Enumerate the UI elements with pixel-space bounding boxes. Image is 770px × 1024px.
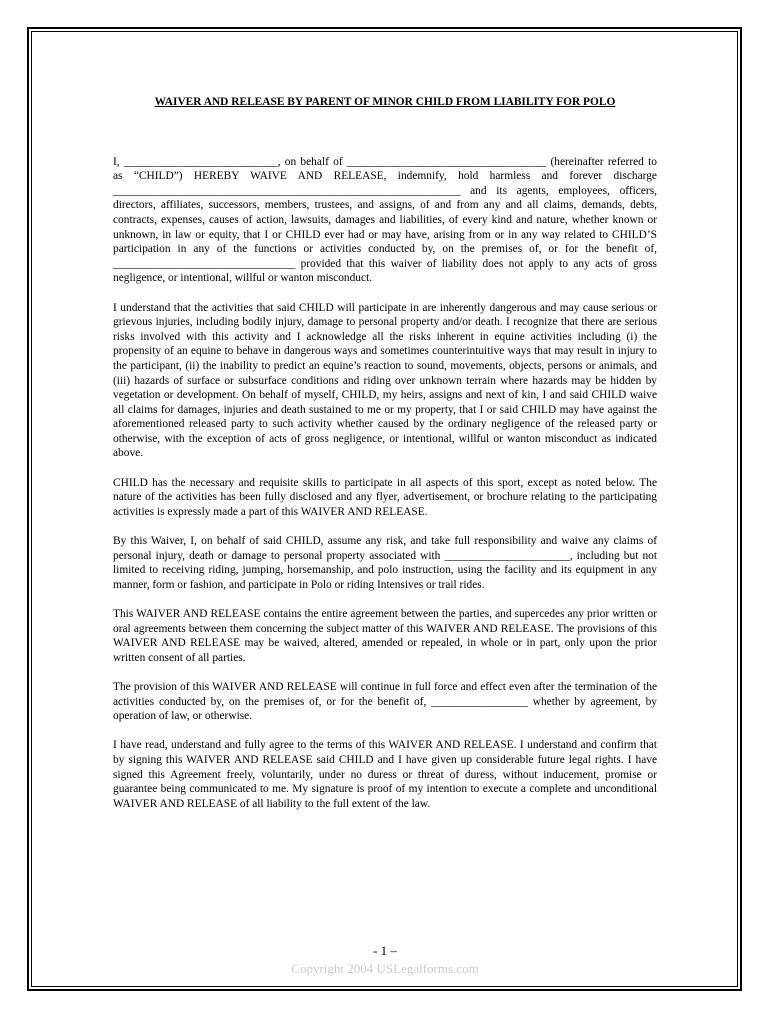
copyright-notice: Copyright 2004 USLegalforms.com [291, 961, 479, 976]
paragraph-skills: CHILD has the necessary and requisite skills to participate in all aspects of this sport, except as noted below. The nature of the activities has been fully disclosed and any flyer, advertisement, or brochure relating to the participating activities is expressly made a part of this WAIVER AND RELEASE. [113, 476, 657, 518]
page-number: - 1 – [373, 943, 397, 958]
paragraph-continuation: The provision of this WAIVER AND RELEASE will continue in full force and effect even after the termination of the activities conducted by, on the premises of, or for the benefit of, _________________ whether by agreement, by operation of law, or otherwise. [113, 680, 657, 723]
paragraph-risks: I understand that the activities that said CHILD will participate in are inherently dangerous and may cause serious or grievous injuries, including bodily injury, damage to personal property and/or death. I recognize that there are serious risks involved with this activity and I acknowledge all the risks inherent in equine activities including (i) the propensity of an equine to behave in dangerous ways and sometimes counterintuitive ways that may result in injury to the participant, (ii) the inability to predict an equine’s reaction to sound, movements, objects, persons or animals, and (iii) hazards of surface or subsurface conditions and riding over unknown terrain where hazards may be hidden by vegetation or development. On behalf of myself, CHILD, my heirs, assigns and next of kin, I and said CHILD waive all claims for damages, injuries and death sustained to me or my property, that I or said CHILD may have against the aforementioned released party to such activity whether caused by the ordinary negligence of the released party or otherwise, with the exception of acts of gross negligence, or intentional, willful or wanton misconduct as indicated above. [113, 301, 657, 460]
paragraph-entire-agreement: This WAIVER AND RELEASE contains the entire agreement between the parties, and supercedes any prior written or oral agreements between them concerning the subject matter of this WAIVER AND RELEASE. The provisions of this WAIVER AND RELEASE may be waived, altered, amended or repealed, in whole or in part, only upon the prior written consent of all parties. [113, 608, 657, 664]
paragraph-assume-risk: By this Waiver, I, on behalf of said CHILD, assume any risk, and take full responsibility and waive any claims of personal injury, death or damage to personal property associated with ______________________, including but not limited to receiving riding, jumping, horsemanship, and polo instruction, using the facility and its equipment in any manner, form or fashion, and participate in Polo or riding Intensives or trail rides. [113, 535, 657, 591]
paragraph-acknowledgement: I have read, understand and fully agree to the terms of this WAIVER AND RELEASE. I understand and confirm that by signing this WAIVER AND RELEASE said CHILD and I have given up considerable future legal rights. I have signed this Agreement freely, voluntarily, under no duress or threat of duress, without inducement, promise or guarantee being communicated to me. My signature is proof of my intention to execute a complete and unconditional WAIVER AND RELEASE of all liability to the full extent of the law. [113, 739, 657, 810]
document-title: WAIVER AND RELEASE BY PARENT OF MINOR CHILD FROM LIABILITY FOR POLO [154, 96, 616, 108]
document-body [113, 95, 657, 826]
paragraph-release: I, ___________________________, on behalf of ___________________________________ (hereinafter referred to as “CHILD”) HEREBY WAIVE AND RELEASE, indemnify, hold harmless and forever discharge _____________________________________________________________ and its agents, employees, officers, directors, affiliates, successors, members, trustees, and assigns, of and from any and all claims, demands, debts, contracts, expenses, causes of action, lawsuits, damages and liabilities, of every kind and nature, whether known or unknown, in law or equity, that I or CHILD ever had or may have, arising from or in any way related to CHILD’S participation in any of the functions or activities conducted by, on the premises of, or for the benefit of, ________________________________ provided that this waiver of liability does not apply to any acts of gross negligence, or intentional, willful or wanton misconduct. [113, 155, 657, 285]
